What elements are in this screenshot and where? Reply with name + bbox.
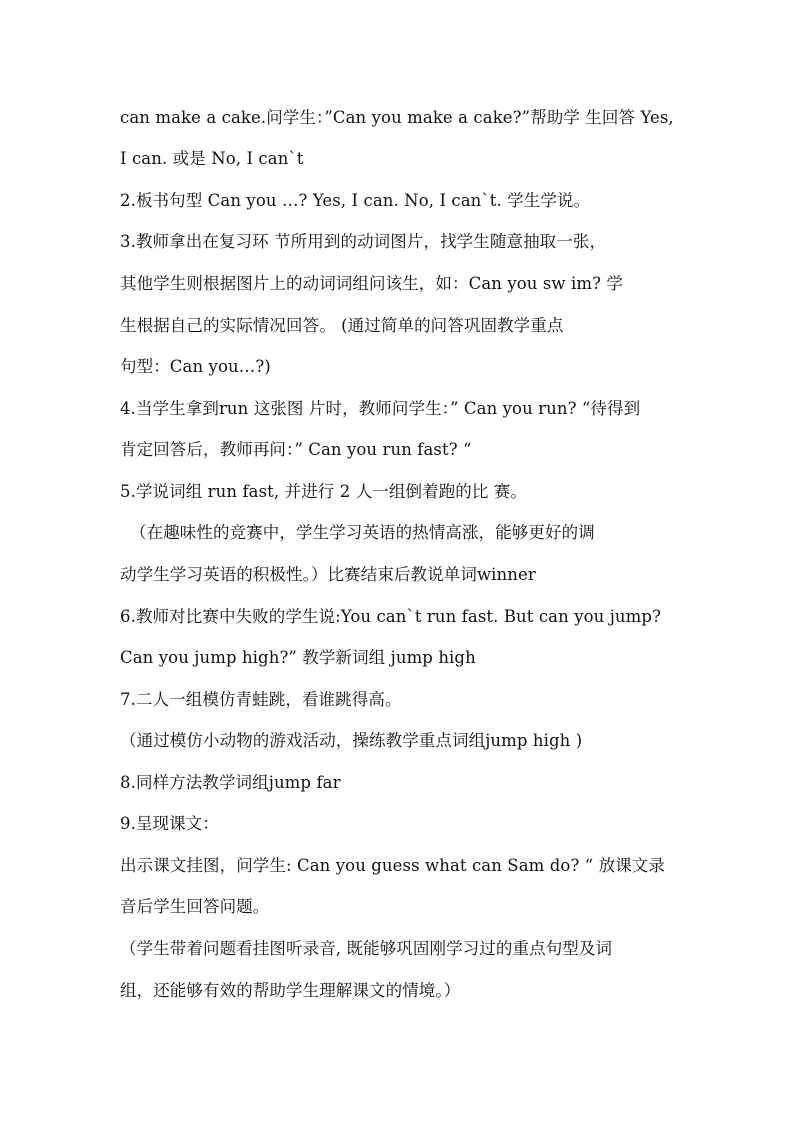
text-line-20: 音后学生回答问题。 bbox=[120, 897, 270, 916]
text-line-14: Can you jump high?” 教学新词组 jump high bbox=[120, 648, 476, 667]
text-line-16: （通过模仿小动物的游戏活动，操练教学重点词组jump high ) bbox=[120, 731, 583, 750]
text-line-12: 动学生学习英语的积极性。）比赛结束后教说单词winner bbox=[120, 565, 536, 584]
text-line-21: （学生带着问题看挂图听录音, 既能够巩固刚学习过的重点句型及词 bbox=[120, 939, 613, 958]
text-line-1: can make a cake.问学生：”Can you make a cake?”帮助学 生回答 Yes, bbox=[120, 108, 674, 127]
text-line-6: 生根据自己的实际情况回答。 (通过简单的问答巩固教学重点 bbox=[120, 316, 564, 335]
text-line-11: （在趣味性的竞赛中，学生学习英语的热情高涨，能够更好的调 bbox=[130, 523, 595, 542]
text-line-17: 8.同样方法教学词组jump far bbox=[120, 773, 341, 792]
text-line-18: 9.呈现课文： bbox=[120, 814, 219, 833]
text-line-22: 组，还能够有效的帮助学生理解课文的情境。） bbox=[120, 981, 461, 1000]
text-line-9: 肯定回答后，教师再问：” Can you run fast? “ bbox=[120, 440, 472, 459]
text-line-3: 2.板书句型 Can you …? Yes, I can. No, I can`t. 学生学说。 bbox=[120, 191, 591, 210]
text-line-2: I can. 或是 No, I can`t bbox=[120, 149, 304, 168]
text-line-4: 3.教师拿出在复习环 节所用到的动词图片，找学生随意抽取一张， bbox=[120, 232, 607, 251]
text-line-8: 4.当学生拿到run 这张图 片时，教师问学生：” Can you run? “待得到 bbox=[120, 399, 641, 418]
text-line-13: 6.教师对比赛中失败的学生说:You can`t run fast. But can you jump? bbox=[120, 607, 662, 626]
text-line-19: 出示课文挂图，问学生: Can you guess what can Sam do? “ 放课文录 bbox=[120, 856, 666, 875]
text-line-5: 其他学生则根据图片上的动词词组问该生，如：Can you sw im? 学 bbox=[120, 274, 624, 293]
text-line-10: 5.学说词组 run fast, 并进行 2 人一组倒着跑的比 赛。 bbox=[120, 482, 528, 501]
text-line-15: 7.二人一组模仿青蛙跳，看谁跳得高。 bbox=[120, 690, 402, 709]
text-line-7: 句型：Can you…?) bbox=[120, 357, 271, 376]
